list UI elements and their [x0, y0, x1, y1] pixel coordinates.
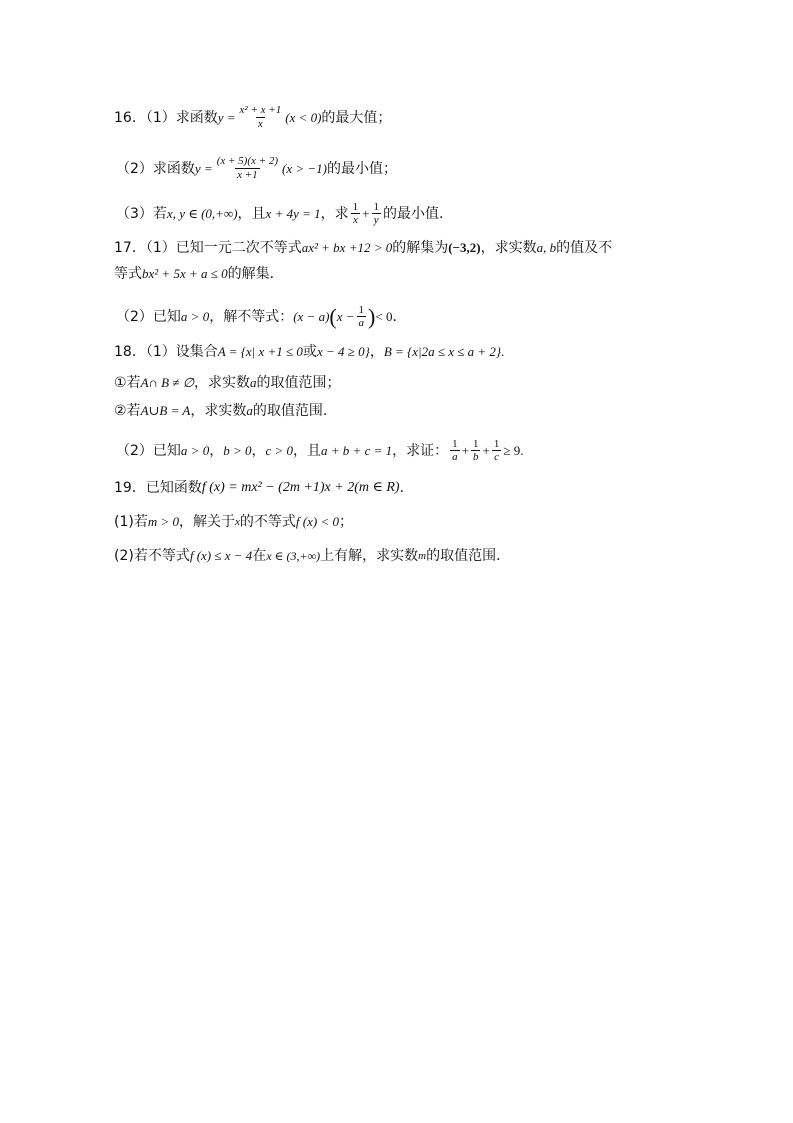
q18-p2-fraction-a: [450, 438, 460, 463]
q16-p3-f2-numerator: 1: [373, 201, 379, 213]
q16-p1-denominator: x: [257, 118, 263, 130]
q16-p1-condition: (x < 0): [285, 109, 322, 125]
q16-p2-denominator: x +1: [237, 169, 258, 181]
q16-p1-label: 16．（1）求函数: [114, 109, 218, 126]
q19-s2-inequality: f (x) ≤ x − 4: [189, 548, 253, 563]
q18-p2-and: ，且: [293, 442, 322, 459]
q19-s2-tail: 的取值范围．: [426, 548, 511, 564]
q17-p1-solution-set: (−3,2): [448, 240, 481, 255]
q18-p1-set-a: A = {x| x +1 ≤ 0: [217, 344, 303, 359]
q18-part2: [116, 438, 523, 463]
q19-s1-condition: m > 0: [147, 514, 180, 529]
q19-sub1: [114, 513, 353, 531]
q19-s1-var: x: [235, 516, 240, 528]
q16-p1-lhs: y =: [217, 109, 236, 125]
q19-stem: [114, 479, 414, 497]
q16-p1-tail: 的最大值；: [321, 109, 392, 126]
q18-p1-end: .: [501, 344, 505, 359]
q17-p2-mid: ，解不等式：: [209, 308, 294, 325]
q18-p1-or: 或: [302, 344, 317, 360]
q18-p2-plus-2: +: [482, 442, 490, 458]
q17-part1-continued: [114, 265, 284, 283]
q17-p2-left-factor: (x − a): [293, 308, 330, 324]
q16-p2-tail: 的最小值；: [326, 160, 397, 177]
q18-s1-condition: A∩ B ≠ ∅: [140, 375, 195, 390]
q18-p2-prove: ，求证：: [392, 442, 449, 459]
q19-label: 19．已知函数: [114, 480, 202, 496]
q18-p2-plus-1: +: [461, 442, 469, 458]
q16-p2-lhs: y =: [194, 160, 213, 176]
q18-p2-cond-b: b > 0: [223, 442, 252, 458]
q16-p3-equation: x + 4y = 1: [265, 205, 321, 221]
q19-s1-tail: ；: [338, 514, 353, 530]
q16-part3: [116, 201, 443, 226]
q17-p2-f-denominator: a: [358, 317, 365, 329]
q17-p2-f-numerator: 1: [358, 304, 365, 316]
q18-p2-fraction-c: [492, 438, 502, 463]
q17-p2-x-term: x −: [336, 308, 355, 324]
q19-s2-label: (2)若不等式: [114, 548, 190, 564]
q16-p2-label: （2）求函数: [116, 160, 195, 177]
q18-p2-result: ≥ 9: [503, 442, 521, 458]
q16-p3-fraction-1: [351, 201, 361, 226]
q17-part2: [116, 304, 406, 329]
q16-p2-numerator: (x + 5)(x + 2): [216, 155, 278, 167]
q17-p1-cont-inequality: bx² + 5x + a ≤ 0: [142, 266, 228, 281]
q18-p2-label: （2）已知: [116, 442, 181, 459]
q17-p2-open-paren: (: [329, 303, 337, 329]
q16-p3-fraction-2: [371, 201, 381, 226]
q18-p1-sep: ，: [369, 344, 384, 360]
q17-p1-cont-label: 等式: [114, 266, 142, 282]
q18-p1-label: 18．（1）设集合: [114, 344, 218, 360]
q18-p2-end: .: [520, 442, 524, 458]
q17-p2-condition: a > 0: [180, 308, 210, 324]
q18-s1-ask: ，求实数: [194, 375, 251, 391]
q19-s2-mid: 上有解，求实数: [320, 548, 419, 564]
q18-s2-var: a: [246, 403, 253, 418]
q19-s2-var: m: [418, 550, 427, 562]
q19-s2-in: 在: [252, 548, 267, 564]
q18-p2-fb-denominator: b: [472, 451, 479, 463]
q18-s1-var: a: [250, 375, 257, 390]
q19-end: ．: [399, 480, 414, 496]
q19-s1-ineq-label: 的不等式: [239, 514, 296, 530]
q18-p2-fraction-b: [471, 438, 481, 463]
q18-s1-tail: 的取值范围；: [256, 375, 341, 391]
q16-p2-condition: (x > −1): [281, 160, 327, 176]
q18-s2-condition: A∪B = A: [140, 403, 191, 418]
q17-p2-label: （2）已知: [116, 308, 181, 325]
q18-p2-comma-2: ，: [251, 442, 266, 459]
q16-p1-fraction: [238, 104, 284, 131]
q18-p2-fc-denominator: c: [494, 451, 499, 463]
q17-p1-cont-tail: 的解集．: [227, 266, 284, 282]
q16-p3-f2-denominator: y: [373, 214, 379, 226]
q17-part1: [114, 239, 612, 257]
q17-p1-vars: a, b: [536, 240, 557, 255]
q18-p2-cond-c: c > 0: [265, 442, 294, 458]
q18-sub1: [114, 374, 341, 392]
q16-p3-mid: ，且: [237, 205, 266, 222]
q18-s2-ask: ，求实数: [190, 403, 247, 419]
q16-part2: [116, 155, 397, 182]
q16-p3-f1-denominator: x: [352, 214, 358, 226]
q16-p1-numerator: x² + x +1: [239, 104, 282, 116]
q18-p2-fb-numerator: 1: [472, 438, 479, 450]
q16-part1: [114, 104, 391, 131]
q17-p1-inequality: ax² + bx +12 > 0: [301, 240, 393, 255]
q18-p1-set-b: B = {x|2a ≤ x ≤ a + 2}: [383, 344, 502, 359]
q17-p1-tail: 的值及不: [556, 240, 613, 256]
q18-p2-fa-numerator: 1: [452, 438, 458, 450]
q19-s1-mid: ，解关于: [179, 514, 236, 530]
q16-p3-tail: 的最小值.: [382, 205, 444, 222]
q18-s1-label: ①若: [114, 375, 141, 391]
q17-p1-label: 17．（1）已知一元二次不等式: [114, 240, 302, 256]
q18-s2-label: ②若: [114, 403, 141, 419]
q17-p1-mid: 的解集为: [392, 240, 449, 256]
q16-p2-fraction: [215, 155, 280, 182]
q17-p2-close-paren: ): [368, 303, 376, 329]
q18-p2-cond-a: a > 0: [180, 442, 210, 458]
q16-p3-ask: ，求: [320, 205, 349, 222]
q18-sub2: [114, 402, 327, 420]
q17-p2-fraction: [357, 304, 367, 329]
q19-function: f (x) = mx² − (2m +1)x + 2(m ∈ R): [201, 480, 400, 495]
q18-p2-fc-numerator: 1: [493, 438, 500, 450]
q19-s2-range: x ∈ (3,+∞): [266, 549, 321, 563]
q19-s1-label: (1)若: [114, 514, 148, 530]
q19-s1-inequality: f (x) < 0: [295, 514, 339, 529]
q16-p3-plus: +: [362, 205, 370, 221]
q18-p2-sum: a + b + c = 1: [321, 442, 393, 458]
q18-p2-fa-denominator: a: [452, 451, 458, 463]
q16-p3-f1-numerator: 1: [352, 201, 359, 213]
q16-p3-label: （3）若: [116, 205, 167, 222]
q17-p1-ask: ，求实数: [480, 240, 537, 256]
q18-p2-comma-1: ，: [209, 442, 224, 459]
q19-sub2: [114, 547, 510, 565]
q16-p3-set: x, y ∈ (0,+∞): [166, 205, 238, 221]
q18-s2-tail: 的取值范围.: [252, 403, 328, 419]
q18-p1-set-a2: x − 4 ≥ 0}: [316, 344, 370, 359]
q18-part1: [114, 343, 504, 361]
q17-p2-end: < 0: [375, 308, 393, 324]
q17-p2-tail: ．: [392, 308, 407, 325]
